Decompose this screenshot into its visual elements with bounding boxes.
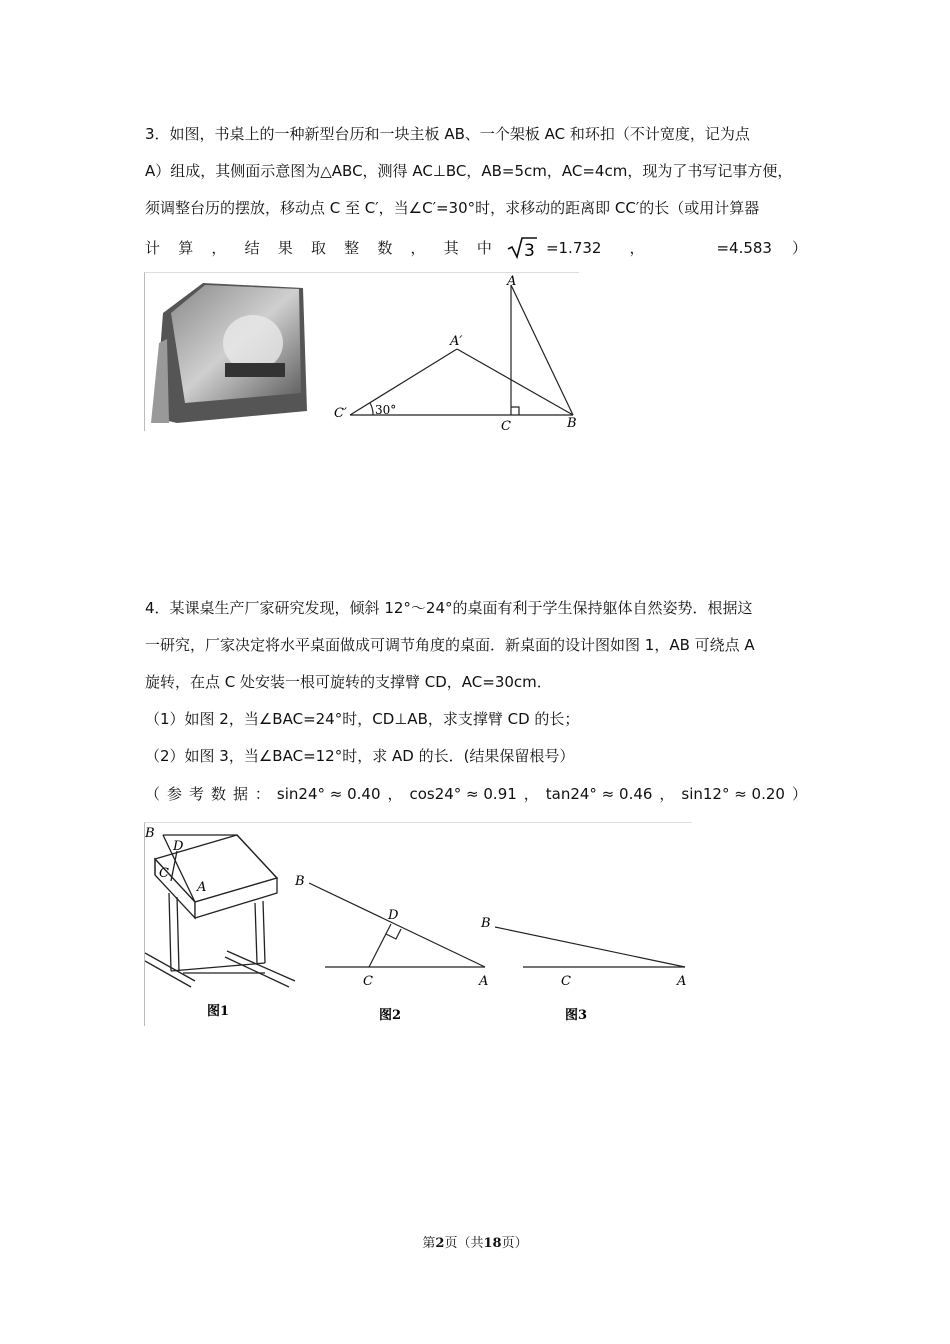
p4-reference-data (145, 784, 807, 804)
ref-item: （ (145, 785, 161, 803)
p3-word: 中 (476, 239, 492, 257)
ref-item: ， (387, 785, 403, 803)
p3-word: 果 (277, 239, 293, 257)
footer-suffix: 页） (501, 1236, 528, 1251)
desk-calendar-photo (151, 283, 307, 423)
p3-line4 (145, 236, 807, 260)
p3-word: 数 (377, 239, 393, 257)
p3-word: 整 (344, 239, 360, 257)
fig3-label-c: C (561, 974, 571, 989)
close-paren: ） (791, 239, 807, 257)
footer-page-number: 2 (435, 1236, 445, 1251)
fig2-caption: 图2 (379, 1008, 402, 1023)
fig2-ab (309, 883, 485, 967)
p3-word: ， (410, 239, 426, 257)
p3-word: 结 (244, 239, 260, 257)
p3-word: 其 (443, 239, 459, 257)
ref-item: 数 (210, 785, 226, 803)
fig3-ab (495, 927, 685, 967)
p3-line3: 须调整台历的摆放，移动点 C 至 C′，当∠C′=30°时，求移动的距离即 CC′的长（或用计算器 (145, 199, 760, 217)
ref-item: ， (659, 785, 675, 803)
footer-total-pages: 18 (483, 1236, 502, 1251)
ref-item: ） (791, 785, 807, 803)
ref-item: 据 (232, 785, 248, 803)
ref-item: ， (523, 785, 539, 803)
p3-word: 取 (310, 239, 326, 257)
angle-arc (370, 403, 373, 415)
p4-part2: （2）如图 3，当∠BAC=12°时，求 AD 的长．(结果保留根号） (145, 747, 575, 765)
figure3-diagram (495, 927, 685, 967)
p4-part1: （1）如图 2，当∠BAC=24°时，CD⊥AB，求支撑臂 CD 的长； (145, 710, 580, 728)
label-c: C (501, 419, 511, 431)
ref-item: sin12° ≈ 0.20 (681, 785, 785, 803)
segment-c-prime-a-prime (350, 349, 457, 415)
sqrt-radicand: 3 (523, 241, 535, 260)
ref-item: 参 (166, 785, 182, 803)
ref-item: sin24° ≈ 0.40 (276, 785, 381, 803)
p4-line2: 一研究，厂家决定将水平桌面做成可调节角度的桌面．新桌面的设计图如图 1，AB 可绕点 A (145, 636, 755, 654)
comma: ， (629, 239, 645, 257)
fig2-cd (369, 924, 391, 967)
second-value: =4.583 (716, 239, 772, 257)
p4-line1: 4．某课桌生产厂家研究发现，倾斜 12°～24°的桌面有利于学生保持躯体自然姿势．根据这 (145, 599, 753, 617)
figure1-desk (145, 835, 295, 987)
p3-word: 计 (145, 239, 161, 257)
p3-figure-svg (145, 273, 579, 431)
footer-middle: 页（共 (444, 1236, 484, 1251)
fig2-label-a: A (479, 974, 489, 989)
sqrt3-expression (506, 236, 538, 260)
ref-item: tan24° ≈ 0.46 (545, 785, 653, 803)
ref-item: cos24° ≈ 0.91 (409, 785, 517, 803)
label-a: A (507, 274, 517, 289)
sqrt3-value: =1.732 (545, 239, 602, 257)
fig3-caption: 图3 (565, 1008, 588, 1023)
fig1-label-d: D (173, 839, 184, 854)
fig1-label-c: C (159, 866, 169, 881)
p3-line2: A）组成，其侧面示意图为△ABC，测得 AC⊥BC，AB=5cm，AC=4cm，现为了书写记事方便， (145, 162, 793, 180)
p4-line3: 旋转，在点 C 处安装一根可旋转的支撑臂 CD，AC=30cm． (145, 673, 552, 691)
label-b: B (567, 416, 577, 431)
ref-item: ： (254, 785, 270, 803)
p3-word: 算 (178, 239, 194, 257)
right-angle-mark (511, 407, 519, 415)
fig1-label-a: A (197, 880, 207, 895)
segment-ab (511, 285, 573, 415)
p3-word: ， (211, 239, 227, 257)
label-a-prime: A′ (450, 334, 463, 349)
figure2-diagram (309, 883, 485, 967)
sqrt-sign-icon (506, 236, 538, 260)
p3-figure (144, 272, 579, 431)
fig2-label-b: B (295, 874, 305, 889)
fig1-caption: 图1 (207, 1004, 230, 1019)
footer-prefix: 第 (422, 1236, 436, 1251)
ref-item: 考 (188, 785, 204, 803)
page-footer (0, 1232, 950, 1251)
fig3-label-b: B (481, 916, 491, 931)
label-c-prime: C′ (334, 406, 347, 421)
triangle-diagram (350, 285, 573, 415)
p3-line1: 3．如图，书桌上的一种新型台历和一块主板 AB、一个架板 AC 和环扣（不计宽度，记为点 (145, 125, 750, 143)
fig1-label-b: B (145, 826, 155, 841)
fig2-label-d: D (388, 908, 399, 923)
label-angle: 30° (375, 403, 397, 417)
segment-a-prime-b (457, 349, 573, 415)
p4-figures (144, 822, 692, 1026)
fig3-label-a: A (677, 974, 687, 989)
fig2-label-c: C (363, 974, 373, 989)
p4-figures-svg (145, 823, 692, 1026)
